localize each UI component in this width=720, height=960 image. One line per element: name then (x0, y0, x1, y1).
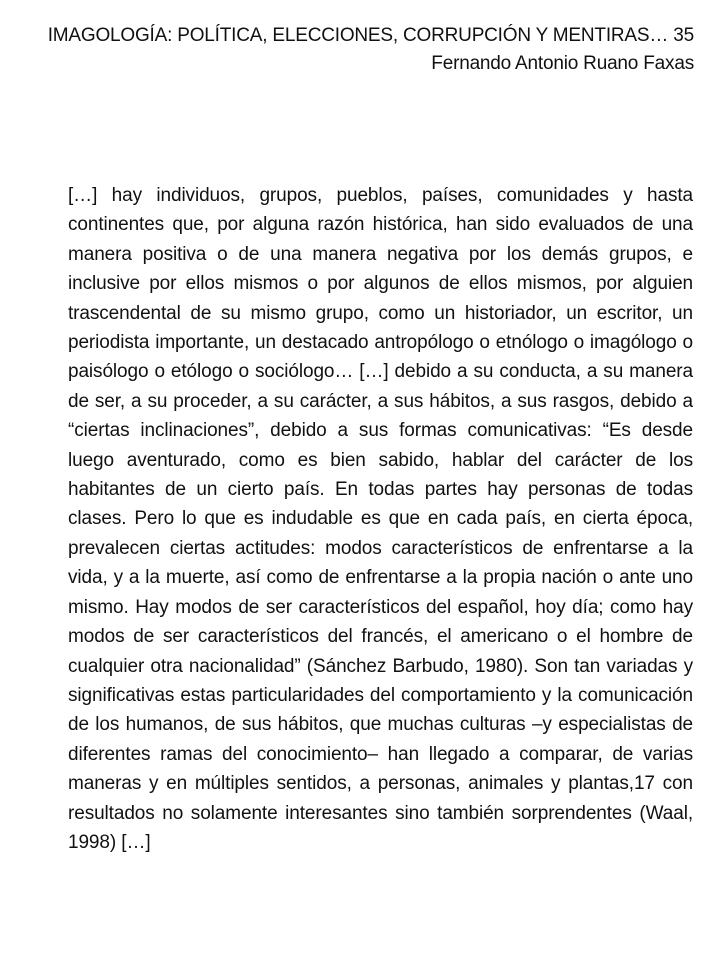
header-author: Fernando Antonio Ruano Faxas (431, 53, 694, 74)
quote-paragraph: […] hay individuos, grupos, pueblos, países, comunidades y hasta continentes que, por alguna razón histórica, han sido evaluados de una manera positiva o de una manera negativa por los demás grupos, e inclusive por ellos mismos o por algunos de ellos mismos, por alguien trascendental de su mismo grupo, como un historiador, un escritor, un periodista importante, un destacado antropólogo o etnólogo o imagólogo o paisólogo o etólogo o sociólogo… […] debido a su conducta, a su manera de ser, a su proceder, a su carácter, a sus hábitos, a sus rasgos, debido a “ciertas inclinaciones”, debido a sus formas comunicativas: “Es desde luego aventurado, como es bien sabido, hablar del carácter de los habitantes de un cierto país. En todas partes hay personas de todas clases. Pero lo que es indudable es que en cada país, en cierta época, prevalecen ciertas actitudes: modos característicos de enfrentarse a la vida, y a la muerte, así como de enfrentarse a la propia nación o ante uno mismo. Hay modos de ser característicos del español, hoy día; como hay modos de ser característicos del francés, el americano o el hombre de cualquier otra nacionalidad” (Sánchez Barbudo, 1980). Son tan variadas y significativas estas particularidades del comportamiento y la comunicación de los humanos, de sus hábitos, que muchas culturas –y especialistas de diferentes ramas del conocimiento– han llegado a comparar, de varias maneras y en múltiples sentidos, a personas, animales y plantas,17 con resultados no solamente interesantes sino también sorprendentes (Waal, 1998) […] (68, 185, 693, 853)
header-title: IMAGOLOGÍA: POLÍTICA, ELECCIONES, CORRUPCIÓN Y MENTIRAS… 35 (47, 25, 694, 46)
page-header (20, 22, 694, 78)
